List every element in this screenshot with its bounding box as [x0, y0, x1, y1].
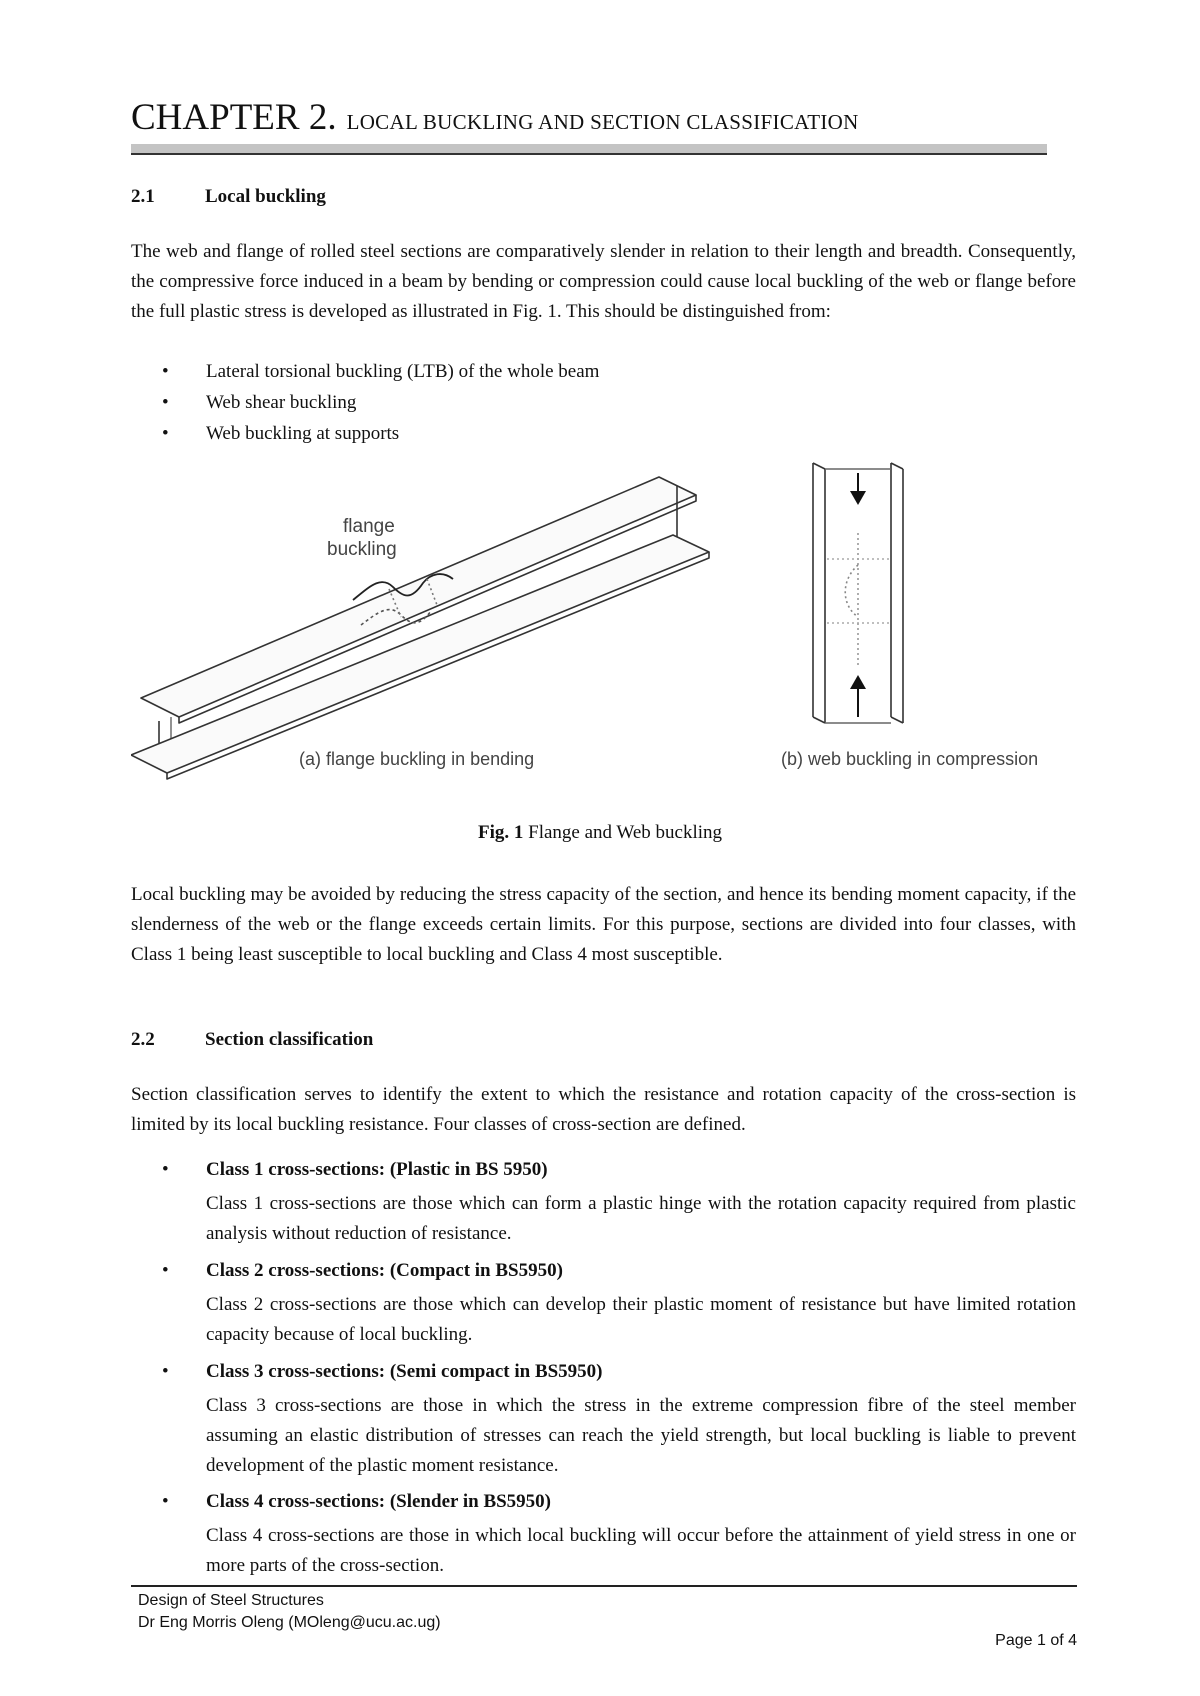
- arrow-down-icon: [850, 491, 866, 505]
- figure-illustration: [131, 455, 1091, 795]
- caption-a: (a) flange buckling in bending: [299, 749, 535, 769]
- page-number: Page 1 of 4: [995, 1632, 1077, 1649]
- title-rule: [131, 144, 1047, 155]
- section-heading-2-2: [131, 1029, 373, 1051]
- section-title: Section classification: [205, 1029, 374, 1050]
- class-2-item: [162, 1260, 1076, 1350]
- list-item: • Web shear buckling: [162, 387, 599, 418]
- class-description: Class 2 cross-sections are those which can develop their plastic moment of resistance but have limited rotation capacity because of local buckling.: [206, 1294, 1076, 1345]
- bullet-icon: •: [162, 1361, 169, 1382]
- label-buckling: buckling: [327, 539, 397, 560]
- class-title: Class 3 cross-sections: (Semi compact in BS5950): [206, 1361, 603, 1382]
- classification-intro: Section classification serves to identify the extent to which the resistance and rotation capacity of the cross-section is limited by its local buckling resistance. Four classes of cross-section are defined.: [131, 1084, 1076, 1135]
- chapter-number: CHAPTER 2.: [131, 97, 337, 138]
- local-buckling-paragraph: Local buckling may be avoided by reducing the stress capacity of the section, and hence its bending moment capacity, if the slenderness of the web or the flange exceeds certain limits. For this purpose, sections are divided into four classes, with Class 1 being least susceptible to local buckling and Class 4 most susceptible.: [131, 884, 1076, 965]
- section-number: 2.2: [131, 1029, 155, 1050]
- chapter-title: LOCAL BUCKLING AND SECTION CLASSIFICATION: [346, 110, 859, 134]
- beam-bottom-flange: [131, 535, 709, 773]
- bullet-icon: •: [162, 1491, 169, 1512]
- class-description: Class 1 cross-sections are those which can form a plastic hinge with the rotation capacity required from plastic analysis without reduction of resistance.: [206, 1193, 1076, 1244]
- class-description: Class 3 cross-sections are those in which the stress in the extreme compression fibre of the steel member assuming an elastic distribution of stresses can reach the yield strength, but local buckling is liable to prevent development of the plastic moment resistance.: [206, 1395, 1076, 1476]
- class-title: Class 2 cross-sections: (Compact in BS5950): [206, 1260, 563, 1281]
- section-number: 2.1: [131, 186, 155, 207]
- footer-author: Dr Eng Morris Oleng (MOleng@ucu.ac.ug): [138, 1614, 441, 1631]
- buckling-types-list: [162, 356, 599, 449]
- list-item: • Lateral torsional buckling (LTB) of the whole beam: [162, 356, 599, 387]
- caption-b: (b) web buckling in compression: [781, 749, 1039, 769]
- intro-paragraph: The web and flange of rolled steel sections are comparatively slender in relation to their length and breadth. Consequently, the compressive force induced in a beam by bending or compression could cause local buckling of the web or flange before the full plastic stress is developed as illustrated in Fig. 1. This should be distinguished from:: [131, 241, 1076, 322]
- class-description: Class 4 cross-sections are those in which local buckling will occur before the attainment of yield stress in one or more parts of the cross-section.: [206, 1525, 1076, 1576]
- figure-caption: [0, 822, 1200, 844]
- figure-buckling: [131, 455, 1091, 795]
- figure-number: Fig. 1: [477, 822, 524, 843]
- section-title: Local buckling: [205, 186, 326, 207]
- bullet-icon: •: [162, 1260, 169, 1281]
- class-1-item: [162, 1159, 1076, 1249]
- class-3-item: [162, 1361, 1076, 1481]
- bullet-icon: •: [162, 1159, 169, 1180]
- class-4-item: [162, 1491, 1076, 1581]
- section-heading-2-1: [131, 186, 326, 208]
- chapter-heading: [131, 96, 859, 139]
- arrow-up-icon: [850, 675, 866, 689]
- class-title: Class 4 cross-sections: (Slender in BS5950): [206, 1491, 552, 1512]
- figure-caption-text: Flange and Web buckling: [523, 822, 723, 843]
- footer-rule: [131, 1585, 1077, 1587]
- label-flange: flange: [343, 516, 395, 537]
- footer-course: Design of Steel Structures: [138, 1592, 324, 1609]
- list-item: • Web buckling at supports: [162, 418, 599, 449]
- class-title: Class 1 cross-sections: (Plastic in BS 5950): [206, 1159, 548, 1180]
